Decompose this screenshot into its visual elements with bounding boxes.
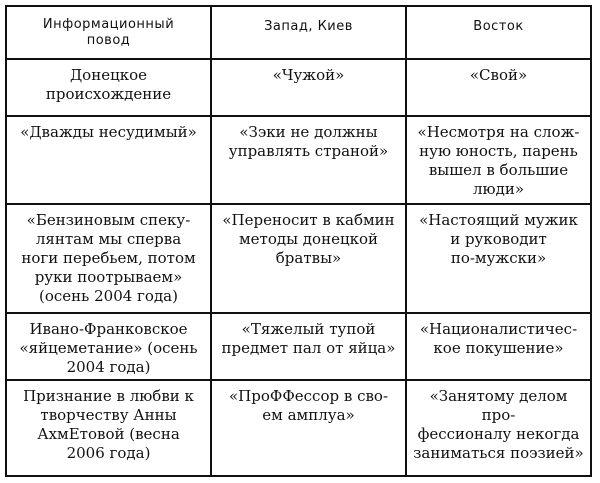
row-1-west: «Зэки не должны управлять страной» bbox=[212, 117, 407, 205]
row-1-east: «Несмотря на слож- ную юность, парень вышел в большие люди» bbox=[407, 117, 590, 205]
row-4-topic: Признание в любви к творчеству Анны АхмЕтовой (весна 2006 года) bbox=[7, 381, 212, 475]
row-2-east: «Настоящий мужик и руководит по-мужски» bbox=[407, 205, 590, 314]
row-0-east: «Свой» bbox=[407, 60, 590, 117]
row-2-west: «Переносит в кабмин методы донецкой братвы» bbox=[212, 205, 407, 314]
comparison-table bbox=[5, 5, 592, 477]
row-0-west: «Чужой» bbox=[212, 60, 407, 117]
header-west: Запад, Киев bbox=[212, 7, 407, 60]
header-east: Восток bbox=[407, 7, 590, 60]
row-3-east: «Националистичес- кое покушение» bbox=[407, 314, 590, 381]
row-2-topic: «Бензиновым спеку- лянтам мы сперва ноги перебьем, потом руки поотрываем» (осень 2004 года) bbox=[7, 205, 212, 314]
row-0-topic: Донецкое происхождение bbox=[7, 60, 212, 117]
row-3-west: «Тяжелый тупой предмет пал от яйца» bbox=[212, 314, 407, 381]
row-1-topic: «Дважды несудимый» bbox=[7, 117, 212, 205]
row-4-east: «Занятому делом про- фессионалу некогда заниматься поэзией» bbox=[413, 387, 584, 462]
row-3-topic: Ивано-Франковское «яйцеметание» (осень 2004 года) bbox=[7, 314, 212, 381]
header-topic: Информационный повод bbox=[7, 7, 212, 60]
row-4-west: «ПроФФессор в сво- ем амплуа» bbox=[212, 381, 407, 475]
